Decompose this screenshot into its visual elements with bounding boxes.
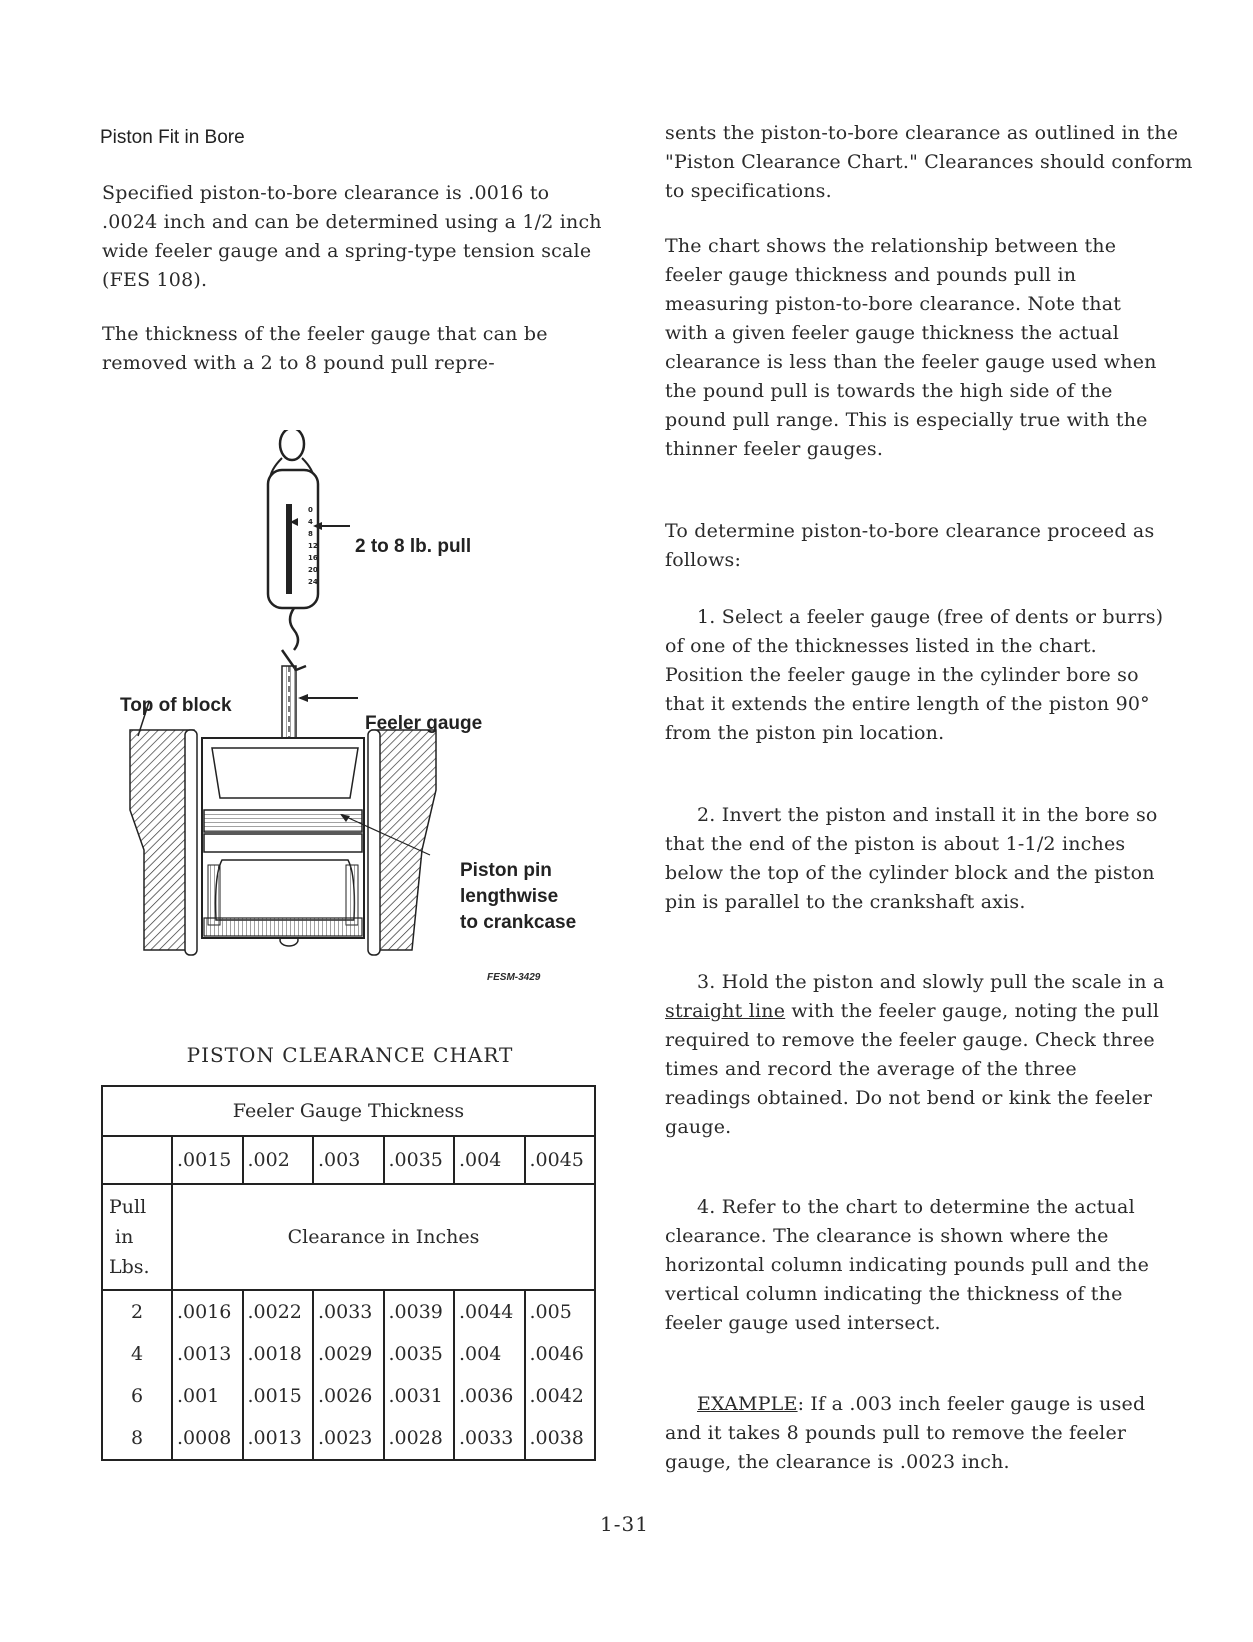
spec-paragraph: Specified piston-to-bore clearance is .0016 to .0024 inch and can be determined using a 1/2 inch wide feeler gauge and a spring-type tension scale (FES 108).	[102, 182, 602, 291]
label-top-of-block: Top of block	[120, 695, 232, 716]
thickness-cell: .0035	[384, 1136, 455, 1184]
thickness-cell: .0015	[172, 1136, 243, 1184]
spring-scale-body	[268, 470, 318, 608]
example-paragraph: EXAMPLE: If a .003 inch feeler gauge is used and it takes 8 pounds pull to remove the feeler gauge, the clearance is .0023 inch.	[665, 1393, 1146, 1473]
clearance-paragraph: sents the piston-to-bore clearance as outlined in the "Piston Clearance Chart." Clearances should conform to specifications.	[665, 122, 1193, 202]
label-pull: 2 to 8 lb. pull	[355, 536, 472, 557]
table-row: 4 .0013 .0018 .0029 .0035 .004 .0046	[102, 1333, 595, 1375]
pull-in-lbs-label: Pull in Lbs.	[102, 1184, 172, 1290]
svg-text:0: 0	[308, 506, 313, 514]
table-row: 8 .0008 .0013 .0023 .0028 .0033 .0038	[102, 1417, 595, 1460]
clearance-label: Clearance in Inches	[172, 1184, 595, 1290]
section-heading: Piston Fit in Bore	[100, 127, 245, 148]
figure-code: FESM-3429	[487, 972, 541, 983]
label-piston-pin-2: lengthwise	[460, 886, 559, 907]
table-row: 6 .001 .0015 .0026 .0031 .0036 .0042	[102, 1375, 595, 1417]
svg-text:24: 24	[308, 578, 318, 586]
svg-text:20: 20	[308, 566, 318, 574]
svg-text:8: 8	[308, 530, 313, 538]
thickness-header: Feeler Gauge Thickness	[102, 1086, 595, 1136]
thickness-cell: .0045	[525, 1136, 596, 1184]
table-row: 2 .0016 .0022 .0033 .0039 .0044 .005	[102, 1290, 595, 1333]
piston-pin	[204, 834, 362, 852]
chart-title: PISTON CLEARANCE CHART	[186, 1043, 514, 1067]
feeler-paragraph: The thickness of the feeler gauge that can be removed with a 2 to 8 pound pull repre-	[102, 323, 548, 374]
procedure-intro: To determine piston-to-bore clearance proceed as follows:	[665, 520, 1155, 571]
piston-clearance-table	[101, 1085, 596, 1461]
label-feeler-gauge: Feeler gauge	[365, 713, 483, 734]
svg-text:4: 4	[308, 518, 313, 526]
thickness-cell: .003	[313, 1136, 384, 1184]
page-number: 1-31	[600, 1512, 649, 1536]
chart-explanation-paragraph: The chart shows the relationship between the feeler gauge thickness and pounds pull in measuring piston-to-bore clearance. Note that with a given feeler gauge thickness the actual clearance is less than the feeler gauge used when the pound pull is towards the high side of the pound pull range. This is especially true with the thinner feeler gauges.	[665, 235, 1157, 460]
step-4: 4. Refer to the chart to determine the actual clearance. The clearance is shown where the horizontal column indicating pounds pull and the vertical column indicating the thickness of the feeler gauge used intersect.	[665, 1196, 1150, 1334]
svg-text:12: 12	[308, 542, 318, 550]
thickness-cell: .004	[454, 1136, 525, 1184]
step-1: 1. Select a feeler gauge (free of dents or burrs) of one of the thicknesses listed in the chart. Position the feeler gauge in the cylinder bore so that it extends the entire length of the piston 90° from the piston pin location.	[665, 606, 1164, 744]
thickness-row	[102, 1136, 595, 1184]
thickness-cell: .002	[243, 1136, 314, 1184]
svg-text:16: 16	[308, 554, 318, 562]
step-3: 3. Hold the piston and slowly pull the scale in a straight line with the feeler gauge, noting the pull required to remove the feeler gauge. Check three times and record the average of the three readings obtained. Do not bend or kink the feeler gauge.	[665, 971, 1165, 1138]
label-piston-pin-3: to crankcase	[460, 912, 577, 933]
step-2: 2. Invert the piston and install it in the bore so that the end of the piston is about 1-1/2 inches below the top of the cylinder block and the piston pin is parallel to the crankshaft axis.	[665, 804, 1158, 913]
cylinder-block-right-wall	[372, 730, 436, 950]
scale-hook-ring	[280, 430, 304, 460]
label-piston-pin-1: Piston pin	[460, 860, 552, 881]
